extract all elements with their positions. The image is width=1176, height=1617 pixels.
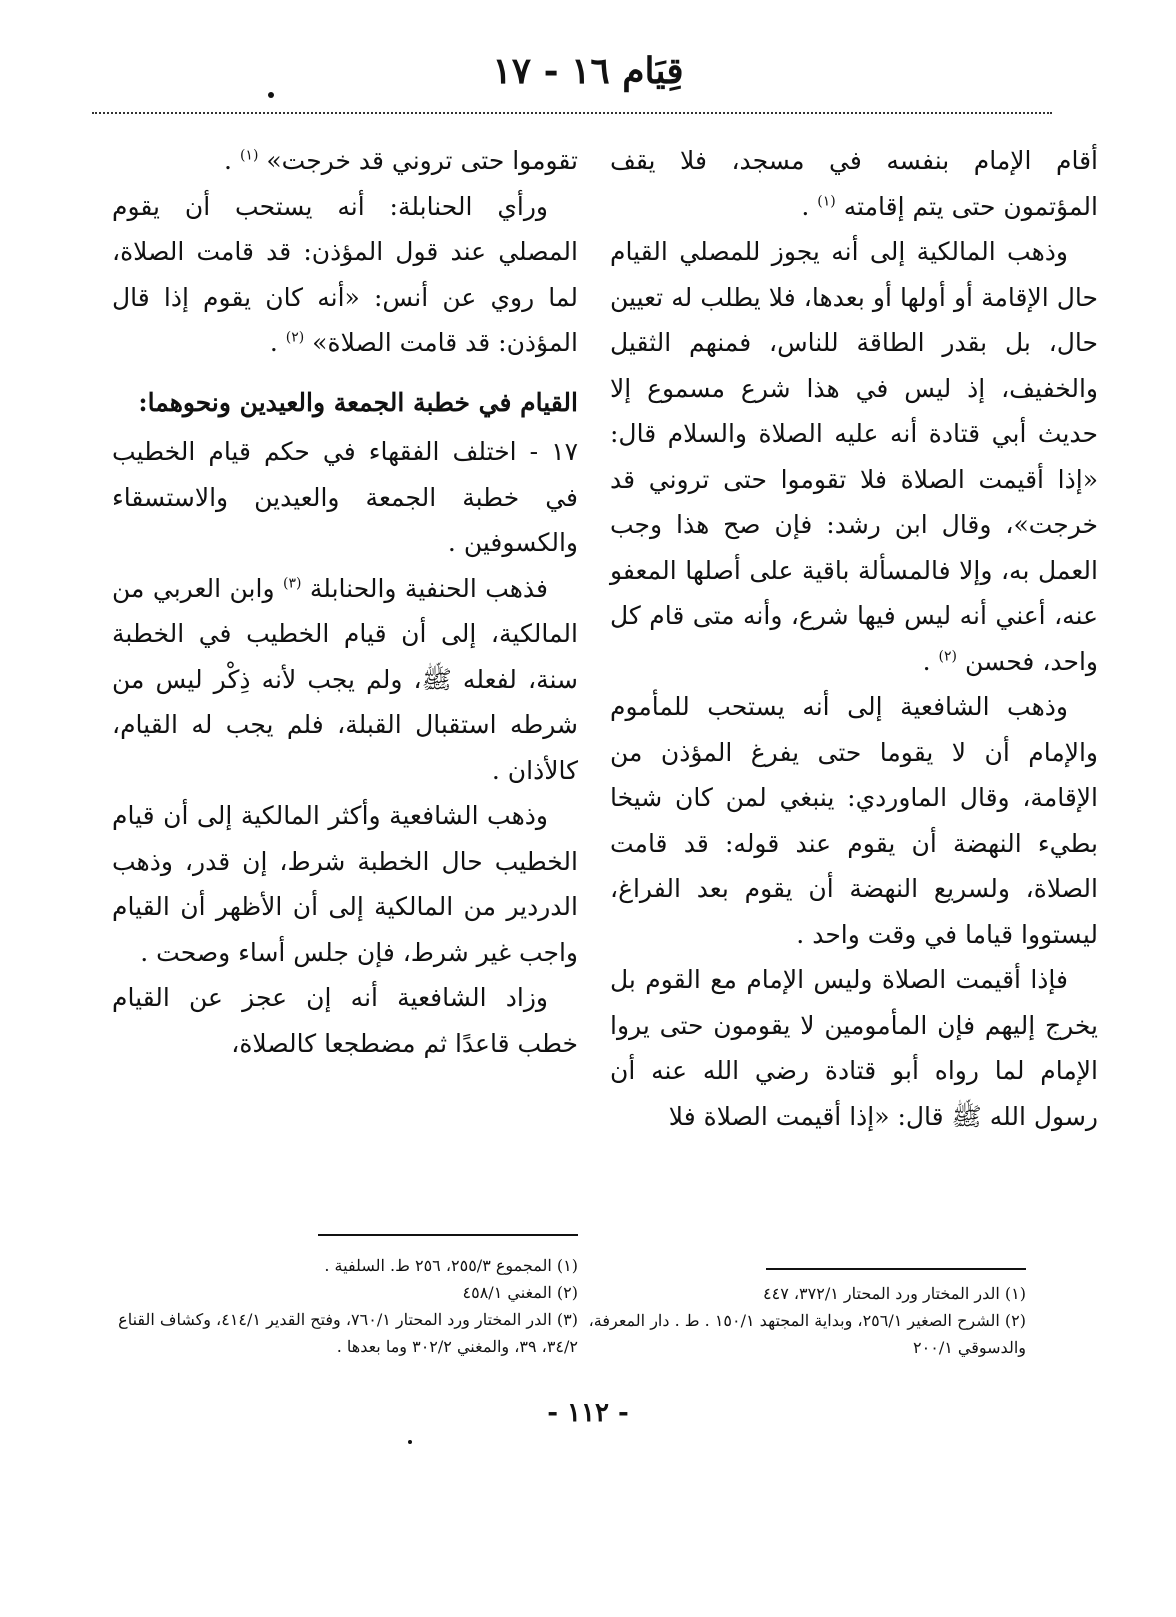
paragraph: تقوموا حتى تروني قد خرجت» $^{(١)}$ . (224, 146, 578, 175)
footnote-ref: (٢) (938, 648, 957, 665)
footnote-ref: (١) (239, 147, 259, 164)
footnotes-left (112, 1252, 578, 1360)
footnote: (١) الدر المختار ورد المحتار ٣٧٢/١، ٤٤٧ (763, 1284, 1026, 1303)
paragraph: وذهب الشافعية إلى أنه يستحب للمأموم والإمام أن لا يقوما حتى يفرغ المؤذن من الإقامة، وقال الماوردي: ينبغي لمن كان شيخا بطيء النهضة أن يقوم عند قوله: قد قامت الصلاة، ولسريع النهضة أن يقوم بعد الفراغ، ليستووا قياما في وقت واحد . (610, 692, 1098, 949)
running-header: قِيَام ١٦ - ١٧ (492, 50, 684, 92)
paragraph: ١٧ - اختلف الفقهاء في حكم قيام الخطيب في خطبة الجمعة والعيدين والاستسقاء والكسوفين . (112, 437, 578, 557)
header-dotted-rule (92, 112, 1052, 114)
paragraph: وزاد الشافعية أنه إن عجز عن القيام خطب قاعدًا ثم مضطجعا كالصلاة، (112, 983, 578, 1058)
footnotes-right (586, 1280, 1026, 1361)
page-number: - ١١٢ - (547, 1398, 629, 1428)
footnote-ref: (٢) (285, 329, 305, 346)
paragraph: ورأي الحنابلة: أنه يستحب أن يقوم المصلي عند قول المؤذن: قد قامت الصلاة، لما روي عن أنس: «أنه كان يقوم إذا قال المؤذن: قد قامت الصلاة» $^{(٢)}$ . (112, 191, 578, 357)
footnote-rule-left (318, 1234, 578, 1236)
footnote: (٣) الدر المختار ورد المحتار ٧٦٠/١، وفتح القدير ٤١٤/١، وكشاف القناع ٣٤/٢، ٣٩، والمغني ٣٠٢/٢ وما بعدها . (118, 1310, 578, 1356)
paragraph: وذهب المالكية إلى أنه يجوز للمصلي القيام حال الإقامة أو أولها أو بعدها، فلا يطلب له تعيين حال، بل بقدر الطاقة للناس، فمنهم الثقيل والخفيف، إذ ليس في هذا شرع مسموع إلا حديث أبي قتادة أنه عليه الصلاة والسلام قال: «إذا أقيمت الصلاة فلا تقوموا حتى تروني قد خرجت»، وقال ابن رشد: فإن صح هذا وجب العمل به، وإلا فالمسألة باقية على أصلها المعفو عنه، أعني أنه ليس فيها شرع، وأنه متى قام كل واحد، فحسن $^{(٢)}$ . (610, 237, 1098, 676)
paragraph: فذهب الحنفية والحنابلة $^{(٣)}$ وابن العربي من المالكية، إلى أن قيام الخطيب في الخطبة سنة، لفعله ﷺ، ولم يجب لأنه ذِكْر ليس من شرطه استقبال القبلة، فلم يجب له القيام، كالأذان . (112, 573, 578, 785)
footer-dot-mark (408, 1440, 412, 1444)
paragraph: فإذا أقيمت الصلاة وليس الإمام مع القوم بل يخرج إليهم فإن المأمومين لا يقومون حتى يروا الإمام لما رواه أبو قتادة رضي الله عنه أن رسول الله ﷺ قال: «إذا أقيمت الصلاة فلا (610, 965, 1098, 1131)
footnote-rule-right (766, 1268, 1026, 1270)
left-column (112, 138, 578, 1066)
footnote: (٢) الشرح الصغير ٢٥٦/١، وبداية المجتهد ١٥٠/١ . ط . دار المعرفة، والدسوقي ٢٠٠/١ (588, 1311, 1026, 1357)
footnote-ref: (١) (817, 193, 836, 210)
footnote: (٢) المغني ٤٥٨/١ (462, 1283, 578, 1302)
right-column (610, 138, 1098, 1139)
header-dot-mark (268, 92, 274, 98)
footnote-ref: (٣) (282, 575, 302, 592)
paragraph: وذهب الشافعية وأكثر المالكية إلى أن قيام الخطيب حال الخطبة شرط، إن قدر، وذهب الدردير من المالكية إلى أن الأظهر أن القيام واجب غير شرط، فإن جلس أساء وصحت . (112, 801, 578, 967)
footnote: (١) المجموع ٢٥٥/٣، ٢٥٦ ط. السلفية . (324, 1256, 578, 1275)
paragraph: أقام الإمام بنفسه في مسجد، فلا يقف المؤتمون حتى يتم إقامته $^{(١)}$ . (610, 146, 1098, 221)
section-heading: القيام في خطبة الجمعة والعيدين ونحوهما: (138, 387, 578, 417)
